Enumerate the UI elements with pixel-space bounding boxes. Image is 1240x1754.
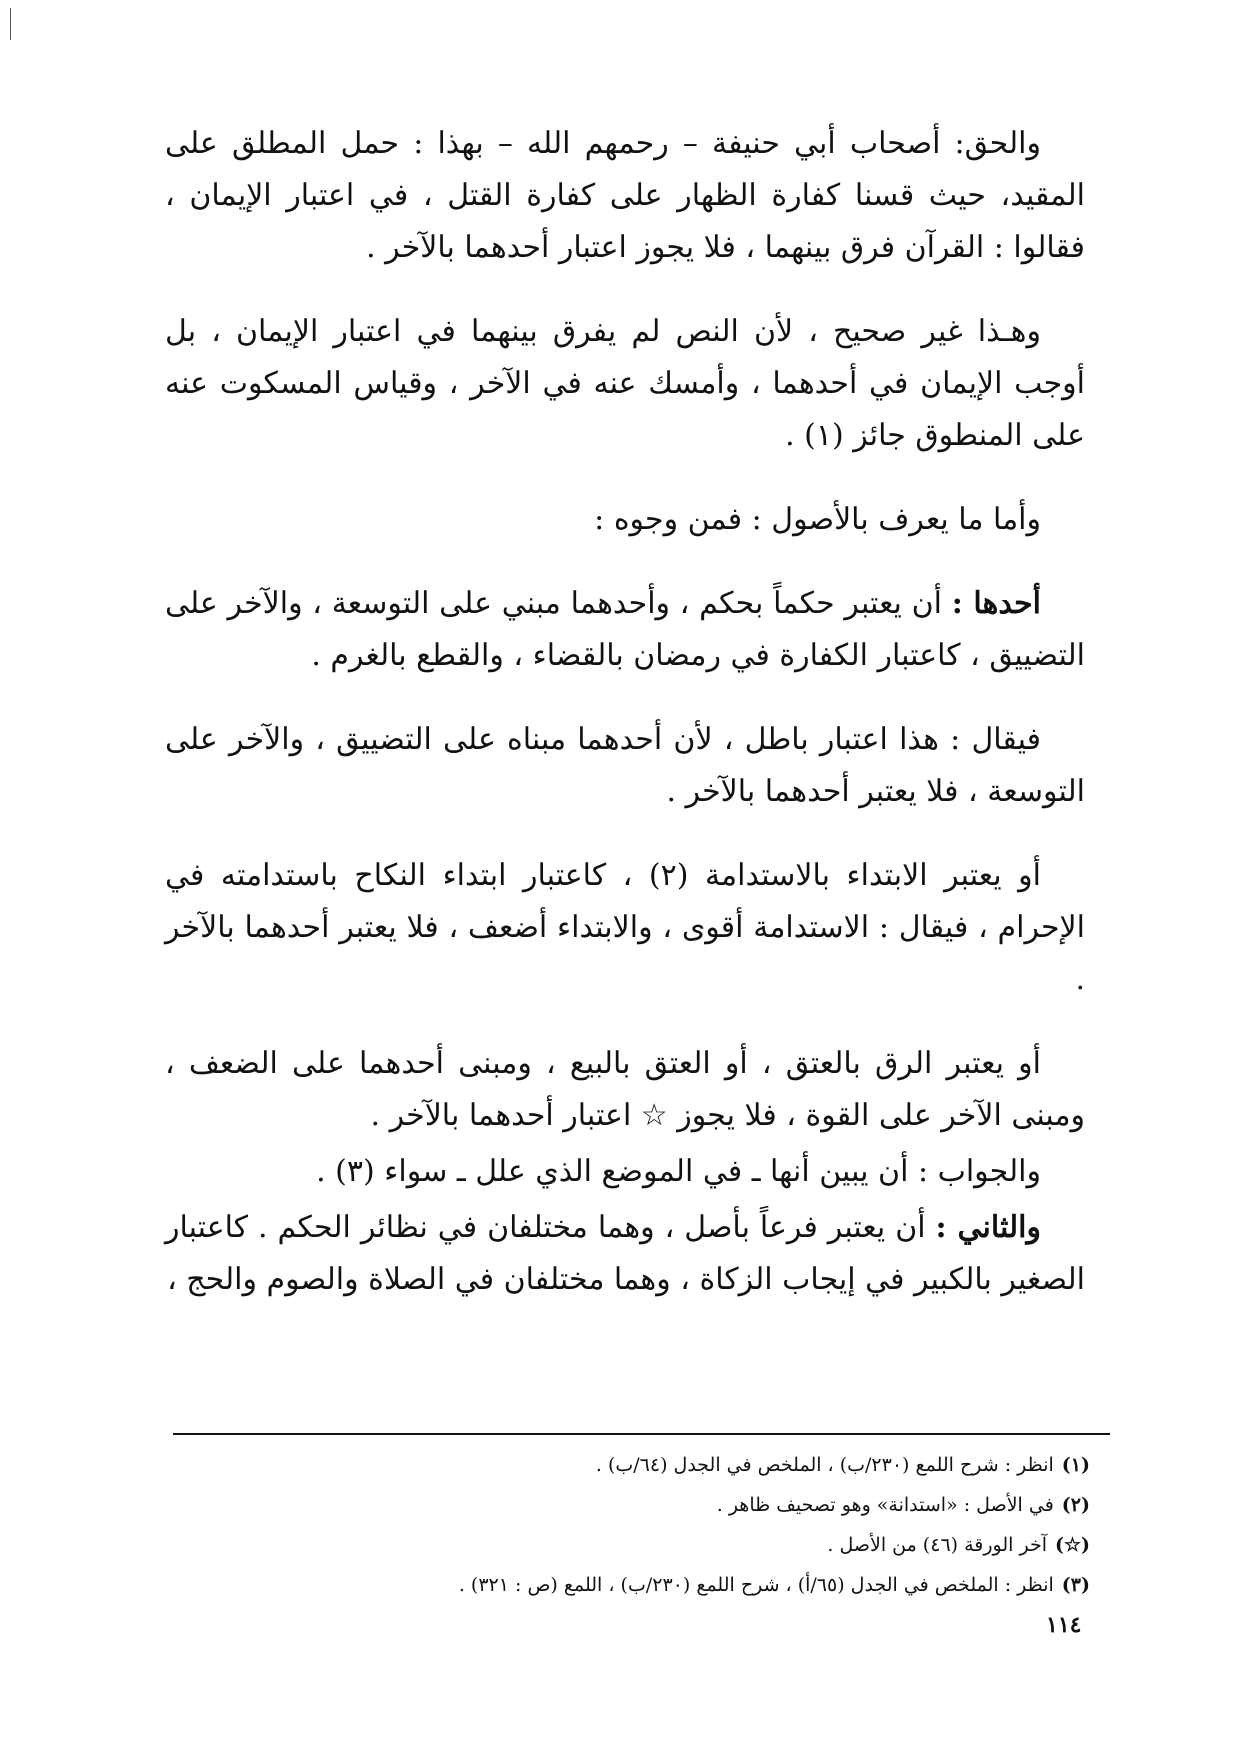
paragraph-6 [165, 850, 1085, 1006]
footnote-star [330, 1528, 1090, 1562]
paragraph-4 [165, 578, 1085, 682]
paragraph-lead: والثاني : [935, 1210, 1041, 1245]
paragraph-2 [165, 306, 1085, 462]
scan-edge-mark [10, 8, 11, 40]
paragraph-text: أو يعتبر الرق بالعتق ، أو العتق بالبيع ، ومبنى أحدهما على الضعف ، ومبنى الآخر على القوة ، فلا يجوز ☆ اعتبار أحدهما بالآخر . [165, 1046, 1085, 1133]
footnote-text: آخر الورقة (٤٦) من الأصل . [827, 1534, 1047, 1556]
paragraph-text: وأما ما يعرف بالأصول : فمن وجوه : [594, 502, 1041, 537]
paragraph-1 [165, 118, 1085, 274]
footnote-text: انظر : شرح اللمع (٢٣٠/ب) ، الملخص في الجدل (٦٤/ب) . [595, 1454, 1054, 1476]
footnote-3 [330, 1568, 1090, 1602]
paragraph-text: أن يعتبر حكماً بحكم ، وأحدهما مبني على التوسعة ، والآخر على التضييق ، كاعتبار الكفارة في رمضان بالقضاء ، والقطع بالغرم . [165, 586, 1085, 673]
footnotes [330, 1448, 1090, 1608]
paragraph-9 [165, 1202, 1085, 1306]
paragraph-text: والجواب : أن يبين أنها ـ في الموضع الذي علل ـ سواء (٣) . [316, 1154, 1041, 1189]
paragraph-7 [165, 1038, 1085, 1142]
paragraph-text: أو يعتبر الابتداء بالاستدامة (٢) ، كاعتبار ابتداء النكاح باستدامته في الإحرام ، فيقال : الاستدامة أقوى ، والابتداء أضعف ، فلا يعتبر أحدهما بالآخر . [165, 858, 1085, 997]
paragraph-5 [165, 714, 1085, 818]
footnote-2 [330, 1488, 1090, 1522]
paragraph-text: وهـذا غير صحيح ، لأن النص لم يفرق بينهما في اعتبار الإيمان ، بل أوجب الإيمان في أحدهما ، وأمسك عنه في الآخر ، وقياس المسكوت عنه على المنطوق جائز (١) . [165, 314, 1085, 453]
footnote-text: انظر : الملخص في الجدل (٦٥/أ) ، شرح اللمع (٢٣٠/ب) ، اللمع (ص : ٣٢١) . [458, 1574, 1054, 1596]
footnote-number: (☆) [1054, 1534, 1090, 1556]
paragraph-text: أن يعتبر فرعاً بأصل ، وهما مختلفان في نظائر الحكم . كاعتبار الصغير بالكبير في إيجاب الزكاة ، وهما مختلفان في الصلاة والصوم والحج ، [165, 1210, 1085, 1297]
paragraph-lead: أحدها : [951, 586, 1041, 621]
main-text [165, 118, 1085, 1338]
footnote-1 [330, 1448, 1090, 1482]
footnote-number: (٣) [1061, 1574, 1090, 1596]
paragraph-text: فيقال : هذا اعتبار باطل ، لأن أحدهما مبناه على التضييق ، والآخر على التوسعة ، فلا يعتبر أحدهما بالآخر . [165, 722, 1085, 809]
paragraph-8 [165, 1146, 1085, 1198]
footnote-number: (٢) [1061, 1494, 1090, 1516]
page-number: ١١٤ [1046, 1612, 1082, 1638]
paragraph-3 [165, 494, 1085, 546]
footnote-text: في الأصل : «استدانة» وهو تصحيف ظاهر . [716, 1494, 1054, 1516]
footnote-number: (١) [1061, 1454, 1090, 1476]
paragraph-text: والحق: أصحاب أبي حنيفة – رحمهم الله – بهذا : حمل المطلق على المقيد، حيث قسنا كفارة الظهار على كفارة القتل ، في اعتبار الإيمان ، فقالوا : القرآن فرق بينهما ، فلا يجوز اعتبار أحدهما بالآخر . [165, 126, 1085, 265]
footnote-divider [173, 1433, 1110, 1435]
